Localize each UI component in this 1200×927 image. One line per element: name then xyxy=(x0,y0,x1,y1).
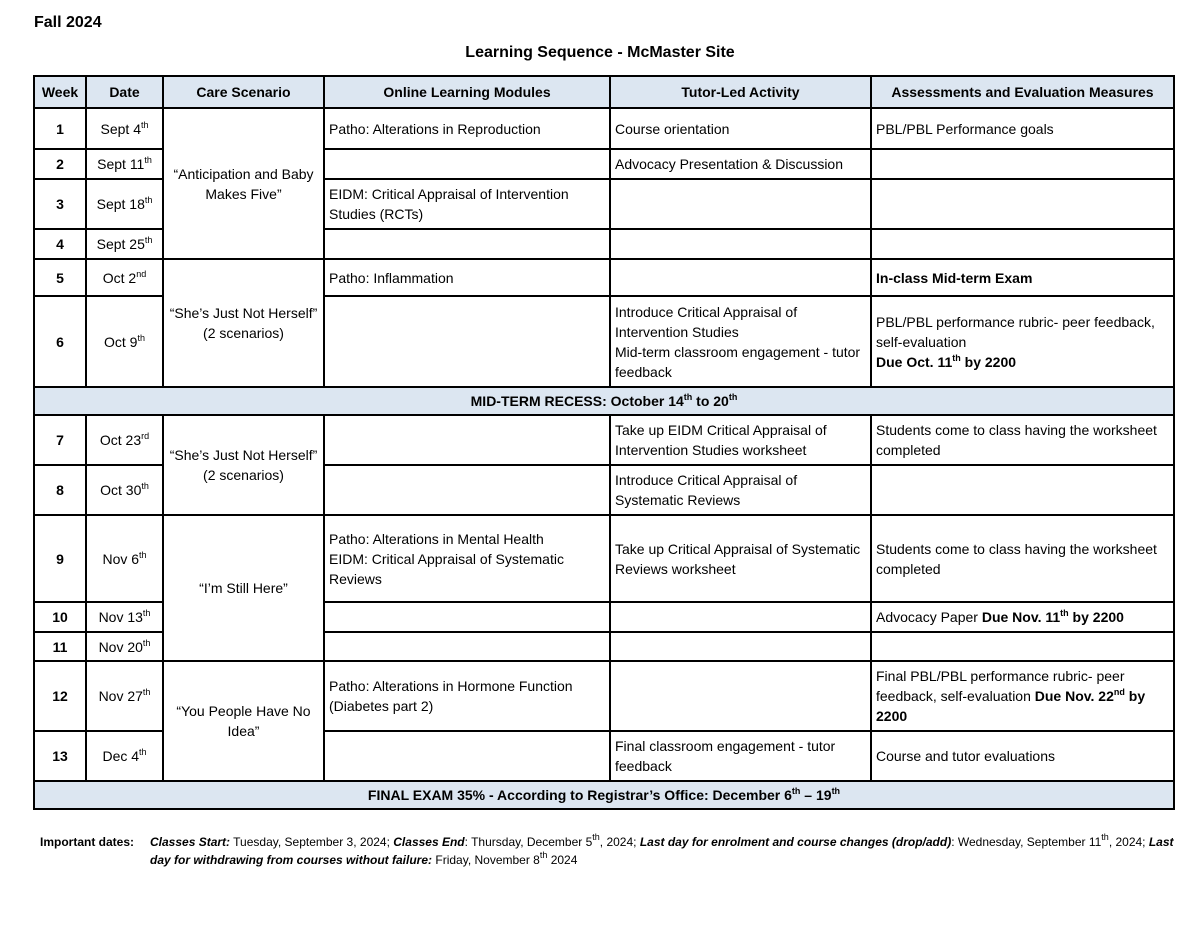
date-cell: Sept 25th xyxy=(86,229,163,259)
date-cell: Oct 23rd xyxy=(86,415,163,465)
date-cell: Sept 11th xyxy=(86,149,163,179)
tutor-cell xyxy=(610,632,871,661)
final-exam-row xyxy=(34,781,1174,809)
date-cell: Sept 4th xyxy=(86,108,163,149)
assessment-cell xyxy=(871,229,1174,259)
tutor-cell: Introduce Critical Appraisal of Intervention Studies Mid-term classroom engagement - tutor feedback xyxy=(610,296,871,387)
important-dates xyxy=(40,833,1175,869)
tutor-cell xyxy=(610,179,871,229)
learning-sequence-table xyxy=(33,75,1175,810)
date-cell: Oct 2nd xyxy=(86,259,163,296)
table-row xyxy=(34,108,1174,149)
col-header-week: Week xyxy=(34,76,86,108)
modules-cell xyxy=(324,296,610,387)
modules-cell: Patho: Alterations in Reproduction xyxy=(324,108,610,149)
date-cell: Sept 18th xyxy=(86,179,163,229)
modules-cell: Patho: Alterations in Hormone Function (Diabetes part 2) xyxy=(324,661,610,731)
modules-cell xyxy=(324,465,610,515)
week-cell: 3 xyxy=(34,179,86,229)
week-cell: 5 xyxy=(34,259,86,296)
assessment-cell: Course and tutor evaluations xyxy=(871,731,1174,781)
week-cell: 11 xyxy=(34,632,86,661)
table-row xyxy=(34,415,1174,465)
col-header-tutor-activity: Tutor-Led Activity xyxy=(610,76,871,108)
modules-cell: EIDM: Critical Appraisal of Intervention Studies (RCTs) xyxy=(324,179,610,229)
assessment-cell: In-class Mid-term Exam xyxy=(871,259,1174,296)
date-cell: Oct 9th xyxy=(86,296,163,387)
final-exam-label: FINAL EXAM 35% - According to Registrar’s Office: December 6th – 19th xyxy=(34,781,1174,809)
tutor-cell xyxy=(610,229,871,259)
date-cell: Nov 27th xyxy=(86,661,163,731)
tutor-cell: Introduce Critical Appraisal of Systematic Reviews xyxy=(610,465,871,515)
modules-cell xyxy=(324,229,610,259)
table-header-row xyxy=(34,76,1174,108)
week-cell: 4 xyxy=(34,229,86,259)
care-scenario-cell: “She’s Just Not Herself” (2 scenarios) xyxy=(163,415,324,515)
assessment-cell: Students come to class having the worksheet completed xyxy=(871,515,1174,602)
week-cell: 8 xyxy=(34,465,86,515)
week-cell: 2 xyxy=(34,149,86,179)
assessment-cell: Advocacy Paper Due Nov. 11th by 2200 xyxy=(871,602,1174,632)
col-header-assessments: Assessments and Evaluation Measures xyxy=(871,76,1174,108)
important-dates-label: Important dates: xyxy=(40,835,135,849)
col-header-online-modules: Online Learning Modules xyxy=(324,76,610,108)
table-row xyxy=(34,661,1174,731)
date-cell: Nov 6th xyxy=(86,515,163,602)
week-cell: 9 xyxy=(34,515,86,602)
recess-label: MID-TERM RECESS: October 14th to 20th xyxy=(34,387,1174,415)
date-cell: Dec 4th xyxy=(86,731,163,781)
table-row xyxy=(34,515,1174,602)
important-dates-text: Classes Start: Tuesday, September 3, 2024; Classes End: Thursday, December 5th, 2024; Last day for enrolment and course changes (drop/add): Wednesday, September 11th, 2024; Last day for withdrawing from courses without failure: Friday, November 8th 2024 xyxy=(150,832,1174,867)
week-cell: 13 xyxy=(34,731,86,781)
week-cell: 12 xyxy=(34,661,86,731)
care-scenario-cell: “I’m Still Here” xyxy=(163,515,324,661)
date-cell: Nov 13th xyxy=(86,602,163,632)
col-header-care-scenario: Care Scenario xyxy=(163,76,324,108)
tutor-cell: Take up EIDM Critical Appraisal of Intervention Studies worksheet xyxy=(610,415,871,465)
week-cell: 10 xyxy=(34,602,86,632)
modules-cell xyxy=(324,602,610,632)
page-title: Learning Sequence - McMaster Site xyxy=(465,44,735,61)
tutor-cell: Advocacy Presentation & Discussion xyxy=(610,149,871,179)
modules-cell: Patho: Inflammation xyxy=(324,259,610,296)
week-cell: 7 xyxy=(34,415,86,465)
assessment-cell xyxy=(871,179,1174,229)
term-label: Fall 2024 xyxy=(34,14,102,31)
date-cell: Nov 20th xyxy=(86,632,163,661)
tutor-cell xyxy=(610,602,871,632)
modules-cell xyxy=(324,632,610,661)
table-row xyxy=(34,259,1174,296)
tutor-cell: Take up Critical Appraisal of Systematic Reviews worksheet xyxy=(610,515,871,602)
tutor-cell: Final classroom engagement - tutor feedback xyxy=(610,731,871,781)
modules-cell xyxy=(324,731,610,781)
tutor-cell xyxy=(610,259,871,296)
modules-cell: Patho: Alterations in Mental Health EIDM: Critical Appraisal of Systematic Reviews xyxy=(324,515,610,602)
tutor-cell xyxy=(610,661,871,731)
modules-cell xyxy=(324,415,610,465)
tutor-cell: Course orientation xyxy=(610,108,871,149)
assessment-cell: Students come to class having the worksheet completed xyxy=(871,415,1174,465)
care-scenario-cell: “Anticipation and Baby Makes Five” xyxy=(163,108,324,259)
assessment-cell: PBL/PBL performance rubric- peer feedback, self-evaluation Due Oct. 11th by 2200 xyxy=(871,296,1174,387)
care-scenario-cell: “You People Have No Idea” xyxy=(163,661,324,781)
assessment-cell xyxy=(871,632,1174,661)
assessment-cell xyxy=(871,465,1174,515)
week-cell: 1 xyxy=(34,108,86,149)
week-cell: 6 xyxy=(34,296,86,387)
col-header-date: Date xyxy=(86,76,163,108)
assessment-cell: Final PBL/PBL performance rubric- peer feedback, self-evaluation Due Nov. 22nd by 2200 xyxy=(871,661,1174,731)
assessment-cell xyxy=(871,149,1174,179)
care-scenario-cell: “She’s Just Not Herself” (2 scenarios) xyxy=(163,259,324,387)
date-cell: Oct 30th xyxy=(86,465,163,515)
modules-cell xyxy=(324,149,610,179)
recess-row xyxy=(34,387,1174,415)
assessment-cell: PBL/PBL Performance goals xyxy=(871,108,1174,149)
